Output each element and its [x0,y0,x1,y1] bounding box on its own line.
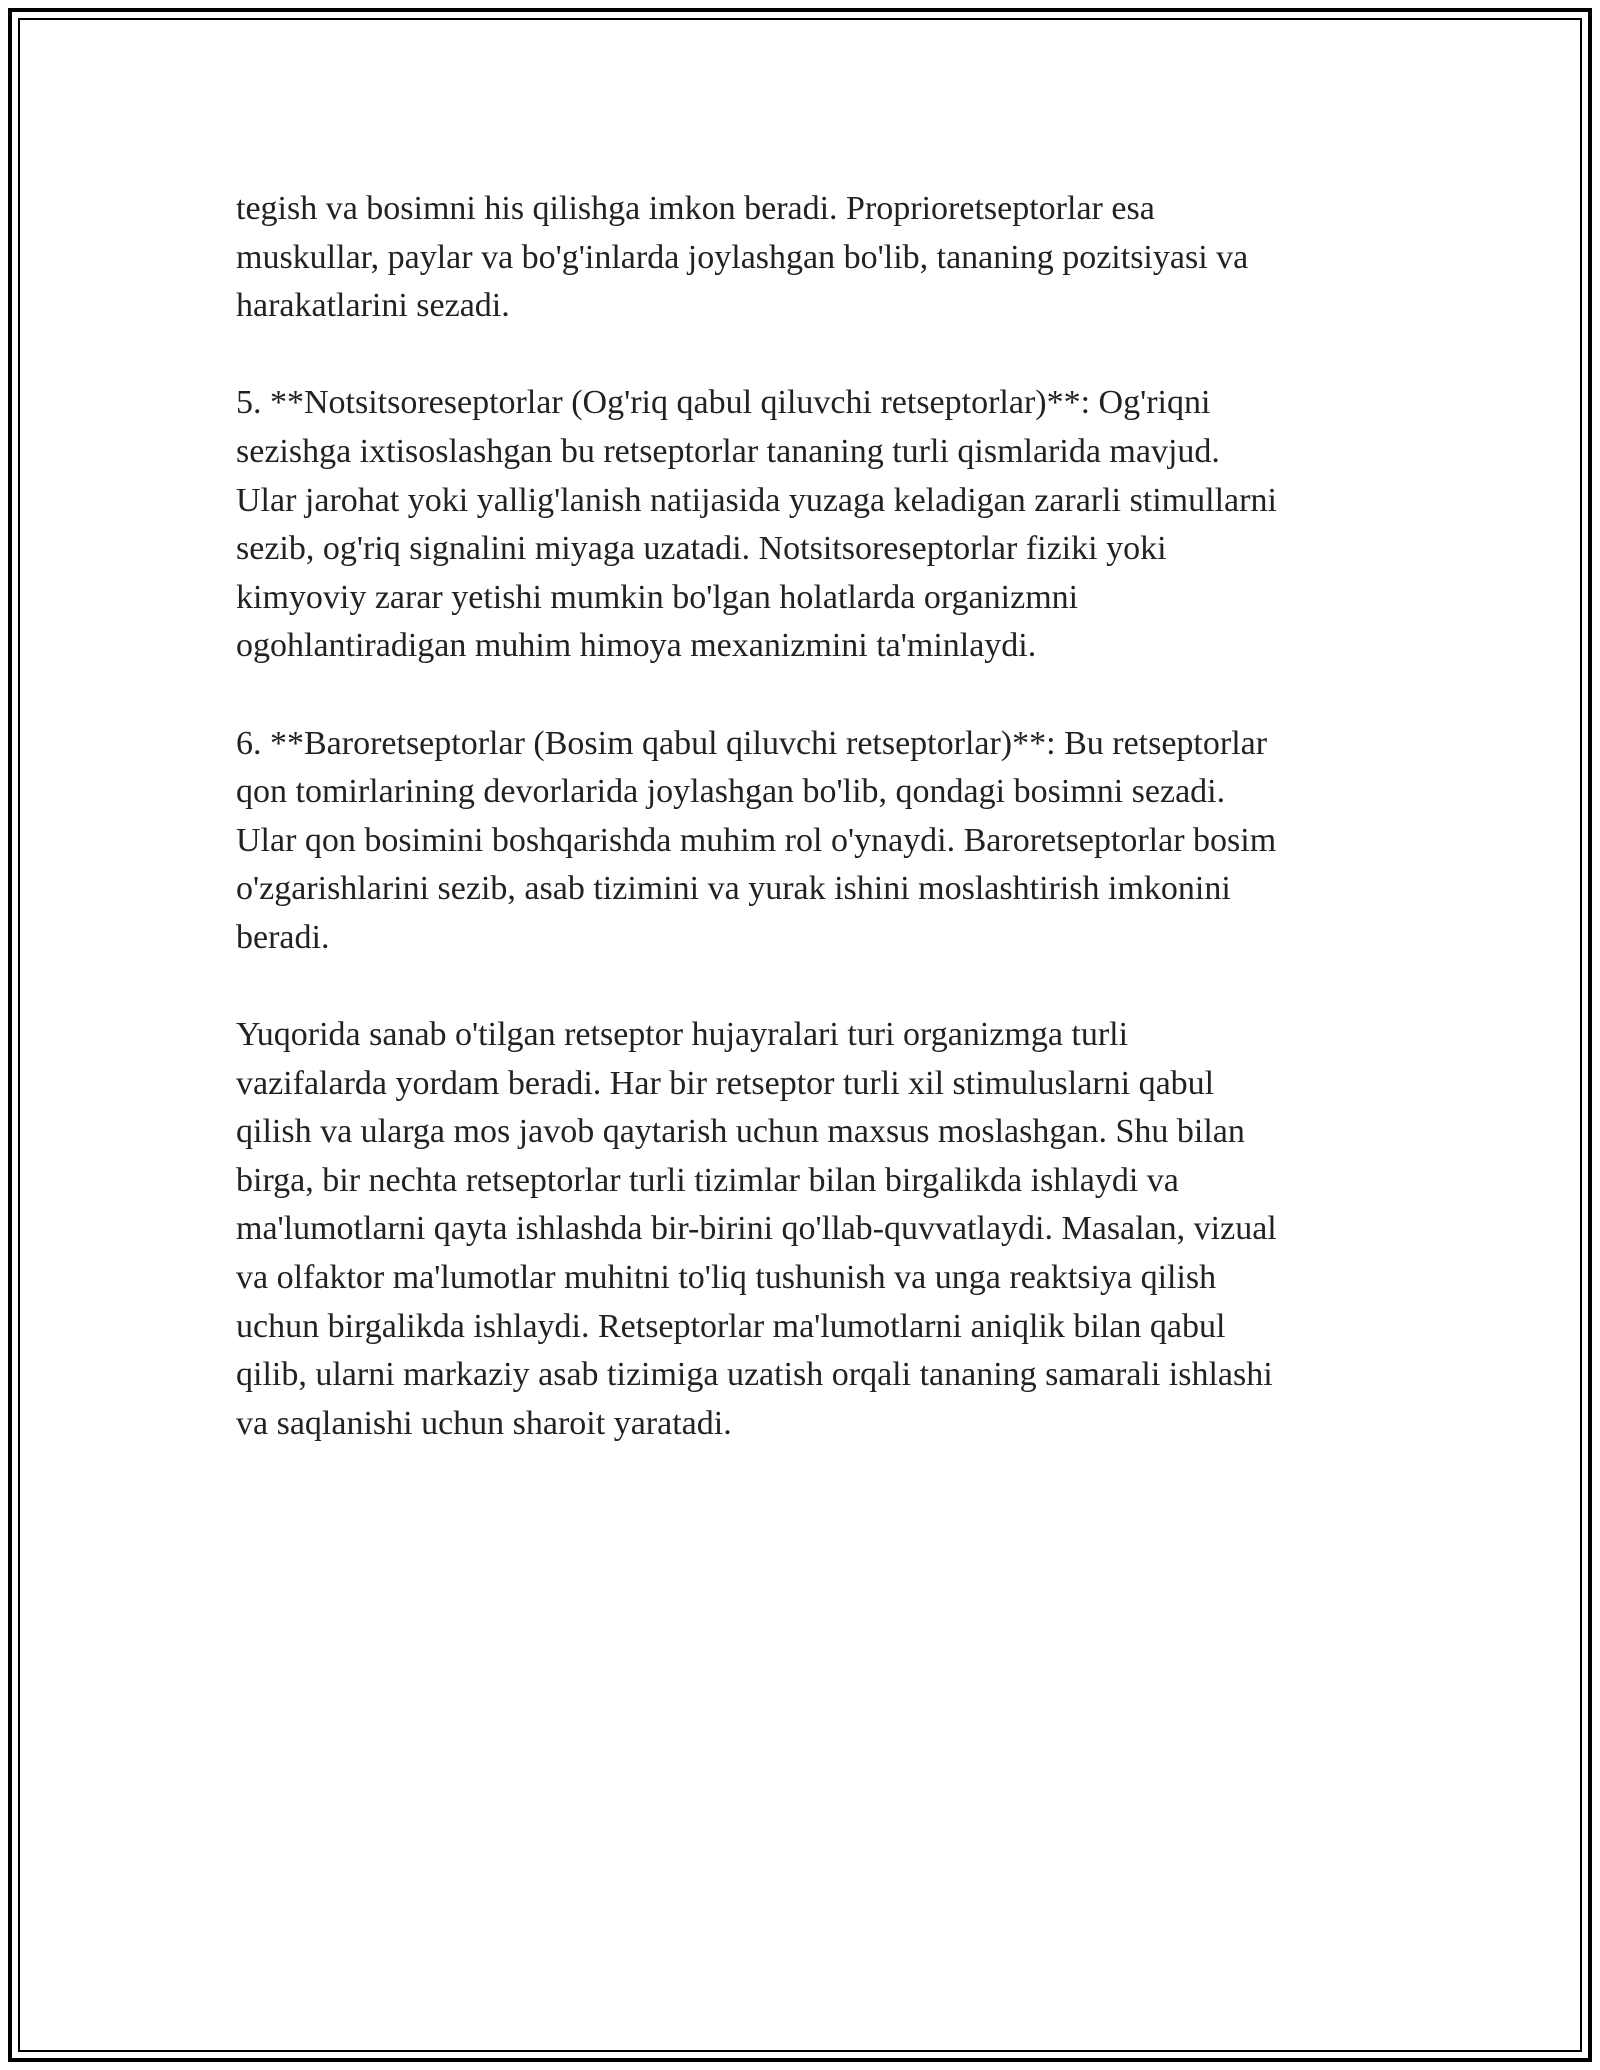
document-body [236,185,1366,1497]
paragraph-nociceptors: 5. **Notsitsoreseptorlar (Og'riq qabul qiluvchi retseptorlar)**: Og'riqni sezishga ixtisoslashgan bu retseptorlar tananing turli qismlarida mavjud. Ular jarohat yoki yallig'lanish natijasida yuzaga keladigan zararli stimullarni sezib, og'riq signalini miyaga uzatadi. Notsitsoreseptorlar fiziki yoki kimyoviy zarar yetishi mumkin bo'lgan holatlarda organizmni ogohlantiradigan muhim himoya mexanizmini ta'minlaydi. [236,384,1277,665]
paragraph-baroreceptors: 6. **Baroretseptorlar (Bosim qabul qiluvchi retseptorlar)**: Bu retseptorlar qon tomirlarining devorlarida joylashgan bo'lib, qondagi bosimni sezadi. Ular qon bosimini boshqarishda muhim rol o'ynaydi. Baroretseptorlar bosim o'zgarishlarini sezib, asab tizimini va yurak ishini moslashtirish imkonini beradi. [236,724,1277,956]
paragraph-proprioreceptors-continued: tegish va bosimni his qilishga imkon beradi. Proprioretseptorlar esa muskullar, paylar va bo'g'inlarda joylashgan bo'lib, tananing pozitsiyasi va harakatlarini sezadi. [236,190,1249,325]
paragraph-summary: Yuqorida sanab o'tilgan retseptor hujayralari turi organizmga turli vazifalarda yordam beradi. Har bir retseptor turli xil stimuluslarni qabul qilish va ularga mos javob qaytarish uchun maxsus moslashgan. Shu bilan birga, bir nechta retseptorlar turli tizimlar bilan birgalikda ishlaydi va ma'lumotlarni qayta ishlashda bir-birini qo'llab-quvvatlaydi. Masalan, vizual va olfaktor ma'lumotlar muhitni to'liq tushunish va unga reaktsiya qilish uchun birgalikda ishlaydi. Retseptorlar ma'lumotlarni aniqlik bilan qabul qilib, ularni markaziy asab tizimiga uzatish orqali tananing samarali ishlashi va saqlanishi uchun sharoit yaratadi. [236,1016,1277,1442]
